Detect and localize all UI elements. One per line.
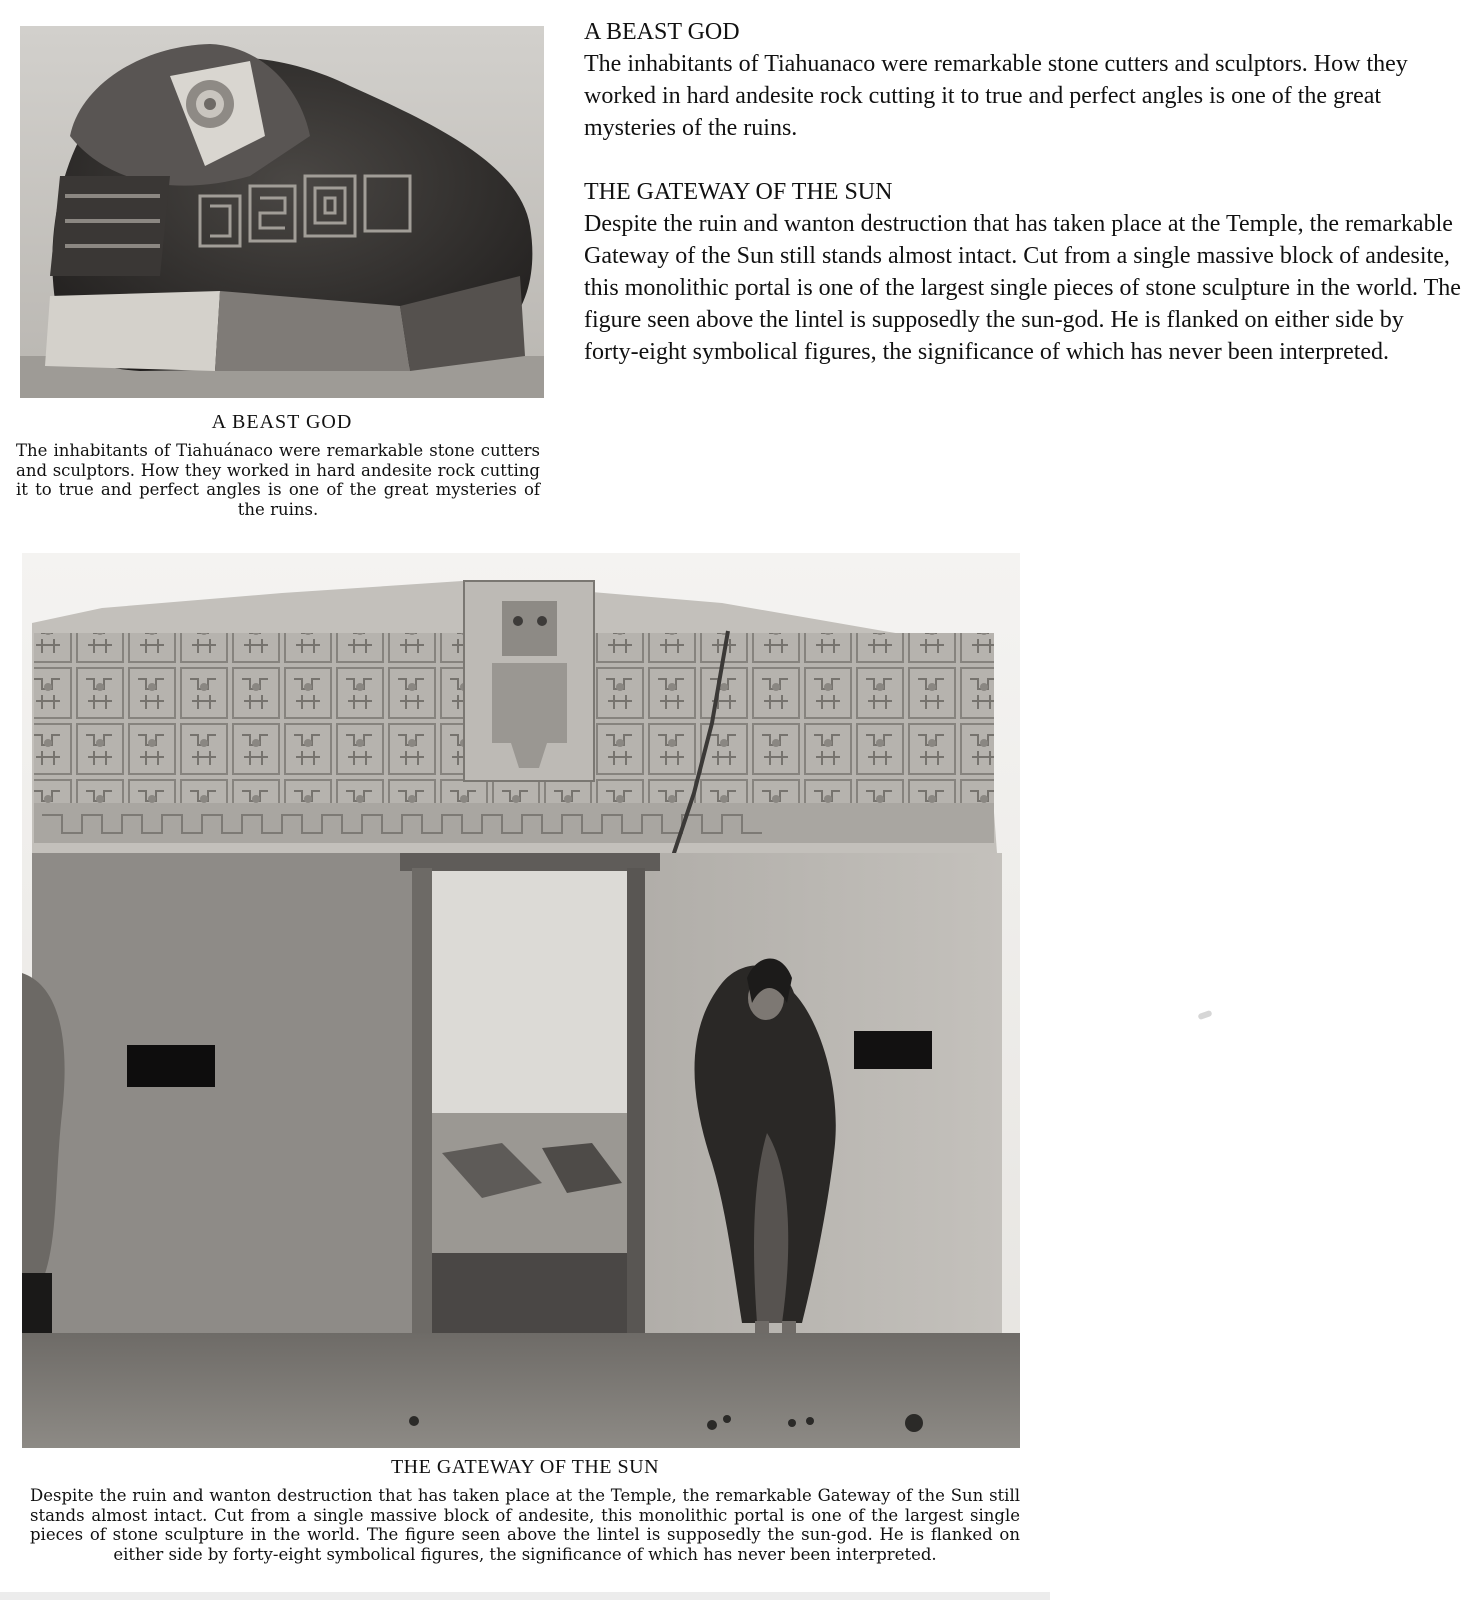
gateway-paragraph: Despite the ruin and wanton destruction that has taken place at the Temple, the remarkable Gateway of the Sun still stands almost intact. Cut from a single massive block of andesite, this monolithic portal is one of the largest single pieces of stone sculpture in the world. The figure seen above the lintel is supposedly the sun-god. He is flanked on either side by forty-eight symbolical figures, the significance of which has never been interpreted. <box>584 211 1461 365</box>
gateway-caption-body: Despite the ruin and wanton destruction that has taken place at the Temple, the remarkable Gateway of the Sun still stands almost intact. Cut from a single massive block of andesite, this monolithic portal is one of the largest single pieces of stone sculpture in the world. The figure seen above the lintel is supposedly the sun-god. He is flanked on either side by forty-eight symbolical figures, the significance of which has never been interpreted. <box>30 1486 1020 1564</box>
gateway-of-the-sun-image <box>22 553 1020 1448</box>
beast-god-paragraph: The inhabitants of Tiahuanaco were remarkable stone cutters and sculptors. How they worked in hard andesite rock cutting it to true and perfect angles is one of the great mysteries of the ruins. <box>584 51 1408 141</box>
beast-god-caption-body: The inhabitants of Tiahuánaco were remarkable stone cutters and sculptors. How they worked in hard andesite rock cutting it to true and perfect angles is one of the great mysteries of the ruins. <box>16 441 540 519</box>
beast-god-text-block <box>584 16 1464 144</box>
gateway-text-block <box>584 176 1464 368</box>
gateway-caption-title: THE GATEWAY OF THE SUN <box>390 1456 660 1478</box>
scan-speck <box>1197 1010 1212 1020</box>
beast-god-photo <box>20 26 544 398</box>
beast-god-caption-title: A BEAST GOD <box>211 411 353 433</box>
gateway-of-the-sun-photo <box>22 553 1020 1448</box>
beast-god-sculpture-image <box>20 26 544 398</box>
gateway-heading: THE GATEWAY OF THE SUN <box>584 179 893 205</box>
scan-edge <box>0 1592 1050 1600</box>
beast-god-heading: A BEAST GOD <box>584 19 740 45</box>
